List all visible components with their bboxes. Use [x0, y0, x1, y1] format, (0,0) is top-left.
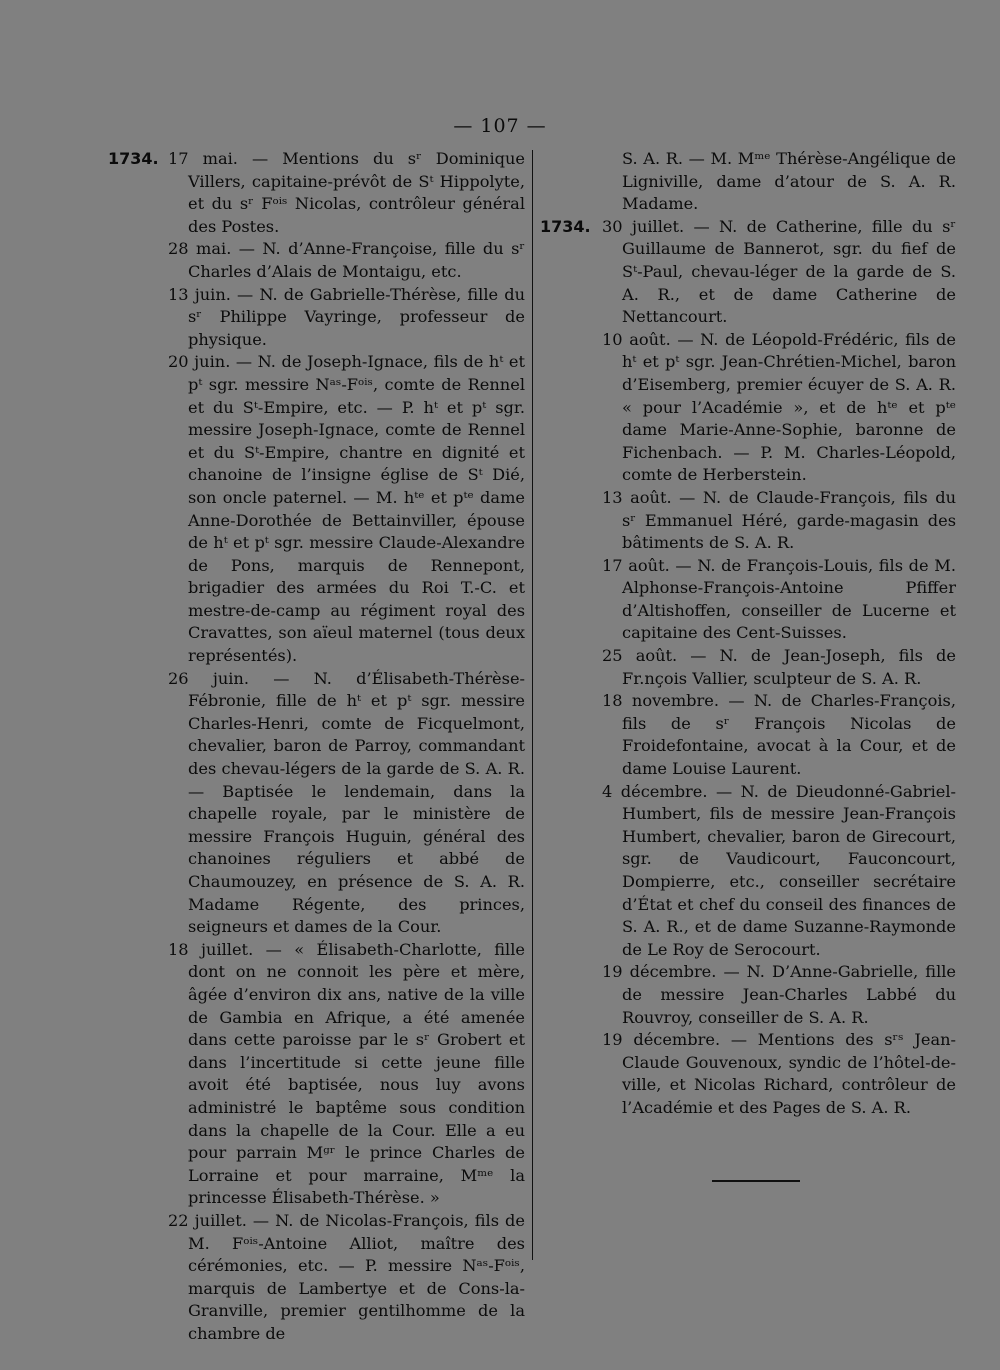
entry [540, 961, 956, 1029]
entry-text: 10 août. — N. de Léopold-Frédéric, fils de hᵗ et pᵗ sgr. Jean-Chrétien-Michel, baron d’Eisemberg, premier écuyer de S. A. R. « pour l’Académie », et de hᵗᵉ et pᵗᵉ dame Marie-Anne-Sophie, baronne de Fichenbach. — P. M. Charles-Léopold, comte de Herberstein. [602, 329, 956, 485]
entry-text: 22 juillet. — N. de Nicolas-François, fils de M. Fᵒⁱˢ-Antoine Alliot, maître des cérémonies, etc. — P. messire Nᵃˢ-Fᵒⁱˢ, marquis de Lambertye et de Cons-la-Granville, premier gentilhomme de la chambre de [168, 1210, 525, 1343]
entry [540, 781, 956, 962]
end-rule [712, 1180, 800, 1182]
entry [108, 1210, 525, 1346]
entry-text: 17 août. — N. de François-Louis, fils de M. Alphonse-François-Antoine Pfiffer d’Altishoffen, conseiller de Lucerne et capitaine des Cent-Suisses. [602, 555, 956, 643]
entry [540, 216, 956, 329]
entry [108, 148, 525, 238]
entry-text: 30 juillet. — N. de Catherine, fille du sʳ Guillaume de Bannerot, sgr. du fief de Sᵗ-Paul, chevau-léger de la garde de S. A. R., et de dame Catherine de Nettancourt. [602, 216, 956, 327]
entry-text: S. A. R. — M. Mᵐᵉ Thérèse-Angélique de Ligniville, dame d’atour de S. A. R. Madame. [622, 149, 956, 214]
page-number: — 107 — [453, 115, 547, 137]
entry [540, 555, 956, 645]
entry-text: 4 décembre. — N. de Dieudonné-Gabriel-Humbert, fils de messire Jean-François Humbert, chevalier, baron de Girecourt, sgr. de Vaudicourt, Fauconcourt, Dompierre, etc., conseiller secrétaire d’État et chef du conseil des finances de S. A. R., et de dame Suzanne-Raymonde de Le Roy de Serocourt. [602, 781, 956, 959]
entry-text: 18 juillet. — « Élisabeth-Charlotte, fille dont on ne connoit les père et mère, âgée d’environ dix ans, native de la ville de Gambia en Afrique, a été amenée dans cette paroisse par le sʳ Grobert et dans l’incertitude si cette jeune fille avoit été baptisée, nous luy avons administré le baptême sous condition dans la chapelle de la Cour. Elle a eu pour parrain Mᵍʳ le prince Charles de Lorraine et pour marraine, Mᵐᵉ la princesse Élisabeth-Thérèse. » [168, 939, 525, 1208]
entry [108, 351, 525, 667]
entry [108, 939, 525, 1210]
entry [108, 238, 525, 283]
entry-text: 19 décembre. — Mentions des sʳˢ Jean-Claude Gouvenoux, syndic de l’hôtel-de-ville, et Nicolas Richard, contrôleur de l’Académie et des Pages de S. A. R. [602, 1030, 956, 1117]
entry-text: 18 novembre. — N. de Charles-François, fils de sʳ François Nicolas de Froidefontaine, avocat à la Cour, et de dame Louise Laurent. [602, 691, 956, 779]
entry-text: 19 décembre. — N. D’Anne-Gabrielle, fille de messire Jean-Charles Labbé du Rouvroy, conseiller de S. A. R. [602, 962, 956, 1027]
entry-text: 25 août. — N. de Jean-Joseph, fils de Fr.nçois Vallier, sculpteur de S. A. R. [602, 646, 956, 688]
year-label: 1734. [108, 149, 159, 168]
entry-text: 13 juin. — N. de Gabrielle-Thérèse, fille du sʳ Philippe Vayringe, professeur de physique. [168, 284, 525, 349]
entry-text: 20 juin. — N. de Joseph-Ignace, fils de hᵗ et pᵗ sgr. messire Nᵃˢ-Fᵒⁱˢ, comte de Rennel et du Sᵗ-Empire, etc. — P. hᵗ et pᵗ sgr. messire Joseph-Ignace, comte de Rennel et du Sᵗ-Empire, chantre en dignité et chanoine de l’insigne église de Sᵗ Dié, son oncle paternel. — M. hᵗᵉ et pᵗᵉ dame Anne-Dorothée de Bettainviller, épouse de hᵗ et pᵗ sgr. messire Claude-Alexandre de Pons, marquis de Rennepont, brigadier des armées du Roi T.-C. et mestre-de-camp au régiment royal des Cravattes, son aïeul maternel (tous deux représentés). [168, 352, 525, 666]
entry-text: 13 août. — N. de Claude-François, fils du sʳ Emmanuel Héré, garde-magasin des bâtiments de S. A. R. [602, 487, 956, 553]
entry [540, 487, 956, 555]
entry [540, 1029, 956, 1119]
entry [108, 284, 525, 352]
left-column [108, 148, 525, 1345]
right-column [540, 148, 956, 1120]
entry-continuation [540, 148, 956, 216]
entry [108, 668, 525, 939]
entry-text: 26 juin. — N. d’Élisabeth-Thérèse-Fébronie, fille de hᵗ et pᵗ sgr. messire Charles-Henri, comte de Ficquelmont, chevalier, baron de Parroy, commandant des chevau-légers de la garde de S. A. R. — Baptisée le lendemain, dans la chapelle royale, par le ministère de messire François Huguin, général des chanoines réguliers et abbé de Chaumouzey, en présence de S. A. R. Madame Régente, des princes, seigneurs et dames de la Cour. [168, 668, 525, 937]
entry [540, 329, 956, 487]
year-label: 1734. [540, 216, 591, 236]
entry [540, 690, 956, 780]
column-divider [532, 150, 533, 1260]
entry [540, 645, 956, 690]
entry-text: 17 mai. — Mentions du sʳ Dominique Villers, capitaine-prévôt de Sᵗ Hippolyte, et du sʳ Fᵒⁱˢ Nicolas, contrôleur général des Postes. [168, 149, 525, 236]
entry-text: 28 mai. — N. d’Anne-Françoise, fille du sʳ Charles d’Alais de Montaigu, etc. [168, 239, 525, 281]
